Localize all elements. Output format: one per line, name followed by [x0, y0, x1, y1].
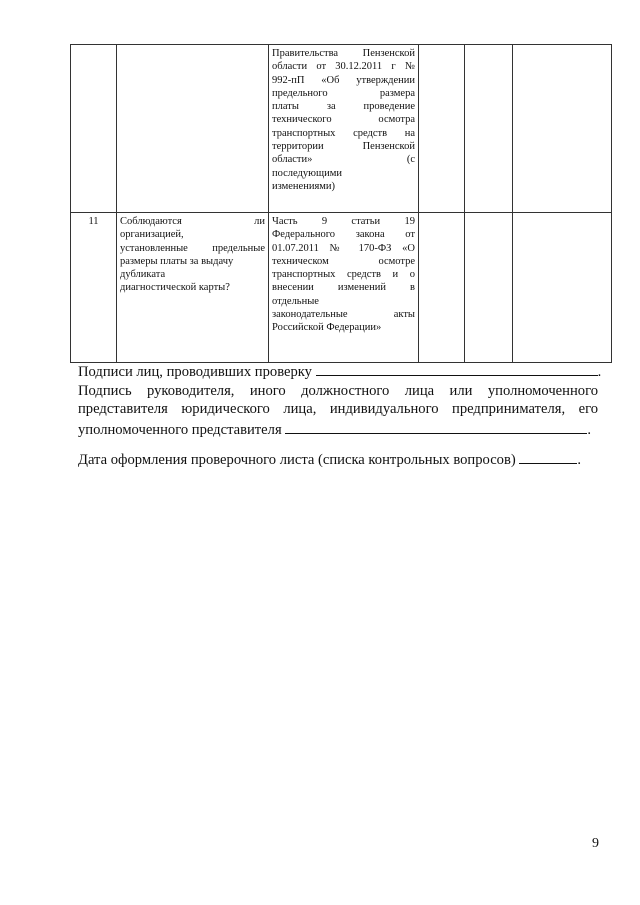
answer-no-cell[interactable] [465, 213, 513, 363]
answer-yes-cell[interactable] [419, 45, 465, 213]
reference-line: 992-пП «Об утверждении [272, 74, 415, 86]
reference-line: Часть 9 статьи 19 [272, 216, 415, 227]
reference-line: области от 30.12.2011 г № [272, 61, 415, 73]
reference-line: платы за проведение [272, 101, 415, 113]
remark-cell[interactable] [513, 45, 612, 213]
row-number-cell [71, 45, 117, 213]
inspectors-signature-field[interactable] [316, 361, 598, 376]
reference-line: внесении изменений в [272, 282, 415, 294]
answer-yes-cell[interactable] [419, 213, 465, 363]
question-line: организацией, [120, 229, 184, 241]
date-field[interactable] [519, 449, 577, 464]
reference-line: предельного размера [272, 87, 415, 99]
question-line: диагностической карты? [120, 282, 230, 294]
question-line: размеры платы за выдачу [120, 255, 234, 267]
head-signature-field[interactable] [285, 419, 587, 434]
reference-line: транспортных средств на [272, 127, 415, 139]
head-signature-label-line-2: представителя юридического лица, индивидуального предпринимателя, его [78, 401, 598, 417]
reference-line: 01.07.2011 № 170-ФЗ «О [272, 242, 415, 254]
inspectors-signature-label: Подписи лиц, проводивших проверку [78, 364, 312, 380]
reference-line: законодательные акты [272, 309, 415, 321]
reference-line: транспортных средств и о [272, 269, 415, 281]
question-line: дубликата [120, 269, 166, 281]
checklist-table [70, 44, 612, 363]
date-block [78, 449, 598, 470]
reference-line: области» (с [272, 154, 415, 166]
head-signature-label-line-3: уполномоченного представителя [78, 421, 282, 438]
page-number: 9 [592, 836, 599, 851]
reference-line: отдельные [272, 295, 319, 307]
signature-block [78, 361, 602, 439]
question-cell [117, 45, 269, 213]
table-row [71, 45, 612, 213]
reference-line: Российской Федерации» [272, 322, 382, 334]
reference-line: технического осмотра [272, 114, 415, 126]
head-signature-line: уполномоченного представителя . [78, 419, 598, 440]
reference-line: Федерального закона от [272, 229, 415, 241]
date-line: Дата оформления проверочного листа (списка контрольных вопросов) . [78, 449, 598, 470]
reference-cell [269, 213, 419, 363]
answer-no-cell[interactable] [465, 45, 513, 213]
table-row [71, 213, 612, 363]
row-number-cell: 11 [71, 213, 117, 363]
remark-cell[interactable] [513, 213, 612, 363]
reference-line: Правительства Пензенской [272, 48, 415, 59]
reference-line: изменениями) [272, 180, 336, 192]
inspectors-signature-line: Подписи лиц, проводивших проверку . [78, 361, 598, 382]
question-line: Соблюдаются ли [120, 216, 265, 227]
reference-line: территории Пензенской [272, 141, 415, 153]
reference-line: техническом осмотре [272, 255, 415, 267]
date-label: Дата оформления проверочного листа (списка контрольных вопросов) [78, 452, 516, 468]
question-line: установленные предельные [120, 242, 265, 254]
question-cell [117, 213, 269, 363]
reference-cell [269, 45, 419, 213]
head-signature-label-line-1: Подпись руководителя, иного должностного лица или уполномоченного [78, 382, 598, 399]
reference-line: последующими [272, 167, 342, 179]
